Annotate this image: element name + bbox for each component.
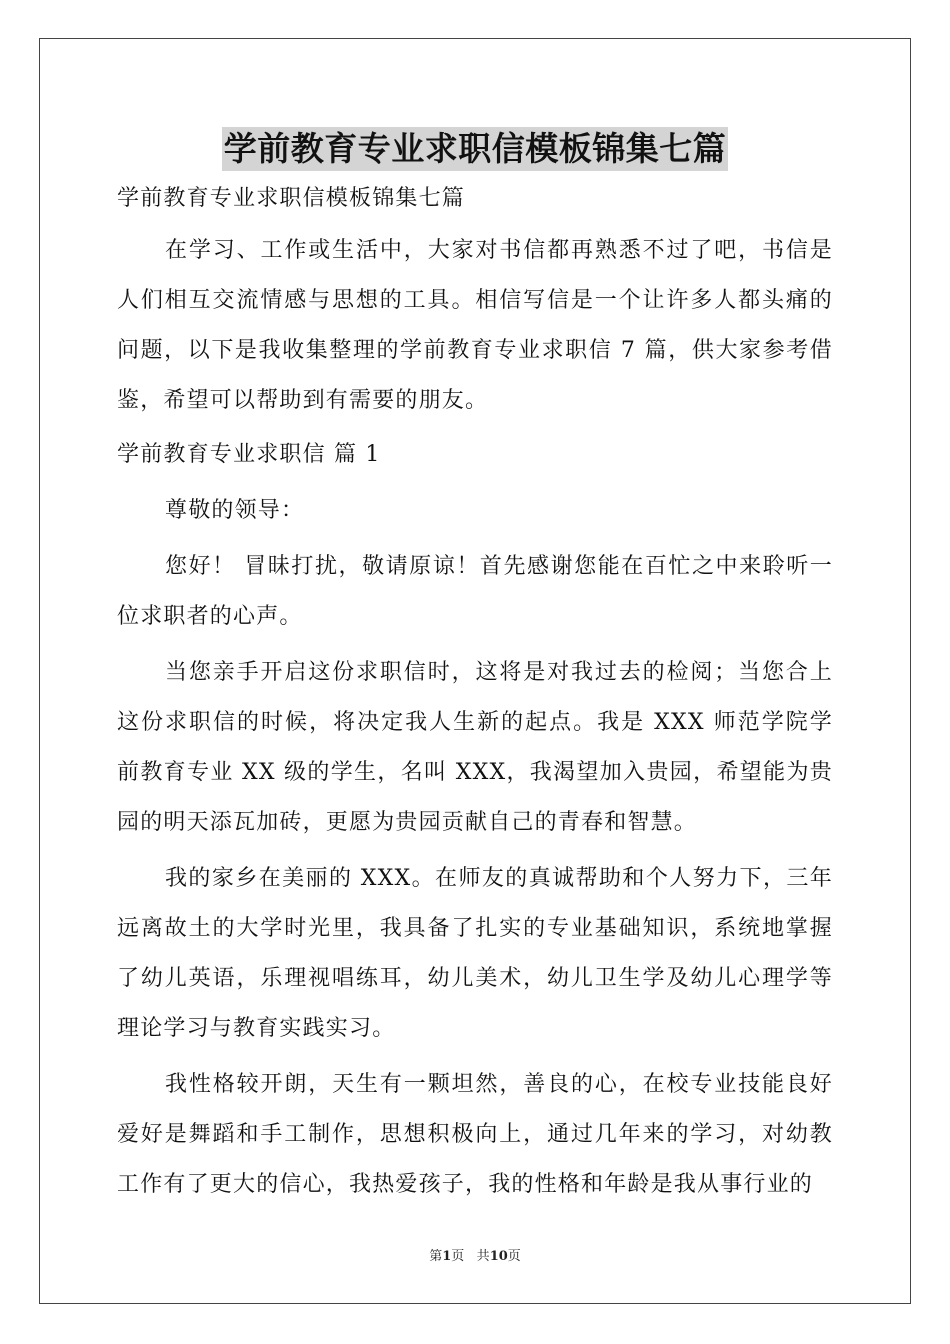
intro-paragraph: 在学习、工作或生活中，大家对书信都再熟悉不过了吧，书信是人们相互交流情感与思想的工具。相信写信是一个让许多人都头痛的问题，以下是我收集整理的学前教育专业求职信 7 篇，供大家参考借鉴，希望可以帮助到有需要的朋友。 [117, 238, 833, 413]
page-footer [0, 1248, 950, 1266]
document-body [117, 174, 833, 1210]
total-pages: 10 [489, 1249, 508, 1264]
body-paragraph: 您好！ 冒昧打扰，敬请原谅！首先感谢您能在百忙之中来聆听一位求职者的心声。 [117, 554, 833, 629]
page-suffix: 页 [451, 1249, 465, 1264]
body-paragraph: 我性格较开朗，天生有一颗坦然，善良的心，在校专业技能良好爱好是舞蹈和手工制作，思想积极向上，通过几年来的学习，对幼教工作有了更大的信心，我热爱孩子，我的性格和年龄是我从事行业的 [117, 1072, 833, 1197]
total-prefix: 共 [476, 1249, 490, 1264]
salutation: 尊敬的领导： [165, 498, 305, 523]
page-prefix: 第 [429, 1249, 443, 1264]
total-suffix: 页 [507, 1249, 521, 1264]
document-subtitle: 学前教育专业求职信模板锦集七篇 [117, 186, 466, 211]
document-title: 学前教育专业求职信模板锦集七篇 [222, 127, 729, 171]
body-paragraph: 我的家乡在美丽的 XXX。在师友的真诚帮助和个人努力下，三年远离故土的大学时光里，我具备了扎实的专业基础知识，系统地掌握了幼儿英语，乐理视唱练耳，幼儿美术，幼儿卫生学及幼儿心理学等理论学习与教育实践实习。 [117, 866, 833, 1041]
section-heading: 学前教育专业求职信 篇 1 [117, 442, 381, 467]
title-container [0, 127, 950, 171]
page-number: 1 [442, 1249, 452, 1264]
body-paragraph: 当您亲手开启这份求职信时，这将是对我过去的检阅；当您合上这份求职信的时候，将决定我人生新的起点。我是 XXX 师范学院学前教育专业 XX 级的学生，名叫 XXX，我渴望加入贵园，希望能为贵园的明天添瓦加砖，更愿为贵园贡献自己的青春和智慧。 [117, 660, 833, 835]
